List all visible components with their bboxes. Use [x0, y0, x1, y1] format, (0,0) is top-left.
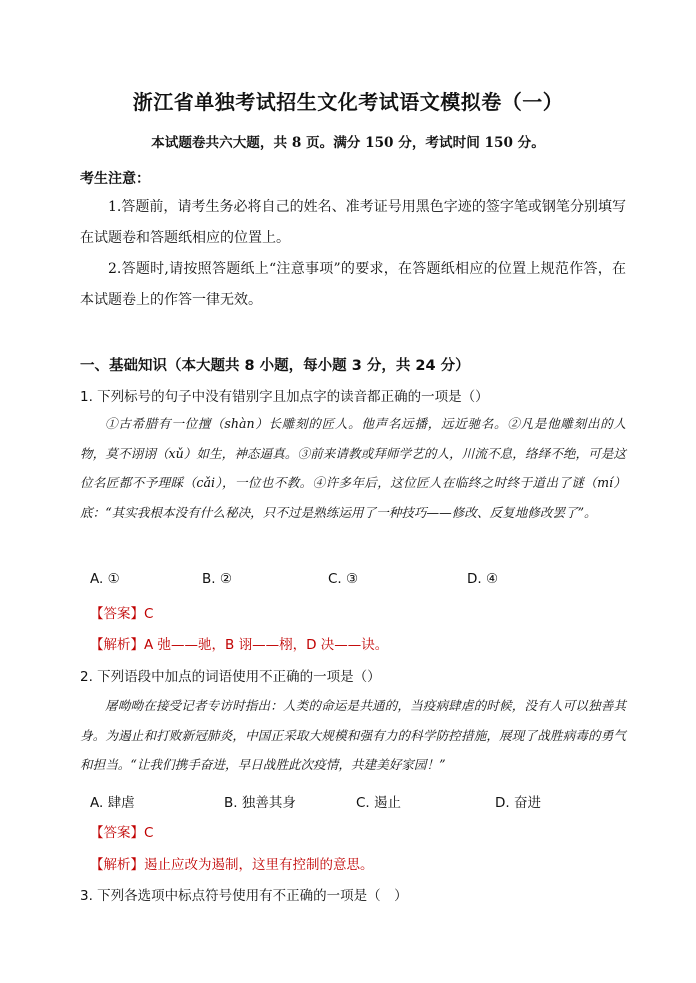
options-row — [90, 791, 626, 815]
option-d: D. 奋进 — [495, 795, 541, 811]
options-row — [90, 571, 626, 595]
question-stem: ①古希腊有一位擅（shàn）长雕刻的匠人。他声名远播，远近驰名。②凡是他雕刻出的人物，莫不诩诩（xǔ）如生，神态逼真。③前来请教或拜师学艺的人，川流不息，络绎不绝，可是这位名匠都不予理睬（cǎi），一位也不教。④许多年后，这位匠人在临终之时终于道出了谜（mí）底：“其实我根本没有什么秘决，只不过是熟练运用了一种技巧——修改、反复地修改罢了”。 — [80, 416, 626, 520]
notice-heading: 考生注意： — [80, 171, 150, 187]
option-a: A. 肆虐 — [90, 795, 135, 811]
answer-label: 【答案】C — [90, 825, 154, 841]
option-a: A. ① — [90, 571, 120, 587]
option-b: B. 独善其身 — [224, 795, 296, 811]
question-prompt: 3. 下列各选项中标点符号使用有不正确的一项是（ ） — [80, 888, 408, 904]
option-b: B. ② — [202, 571, 232, 587]
question-prompt: 1. 下列标号的句子中没有错别字且加点字的读音都正确的一项是（） — [80, 389, 489, 405]
answer-label: 【答案】C — [90, 606, 154, 622]
notice-item: 2.答题时,请按照答题纸上“注意事项”的要求，在答题纸相应的位置上规范作答，在本试题卷上的作答一律无效。 — [80, 261, 626, 308]
exam-subtitle: 本试题卷共六大题，共 8 页。满分 150 分，考试时间 150 分。 — [151, 135, 545, 151]
option-c: C. 遏止 — [356, 795, 402, 811]
question-prompt: 2. 下列语段中加点的词语使用不正确的一项是（） — [80, 669, 381, 685]
notice-item: 1.答题前，请考生务必将自己的姓名、准考证号用黑色字迹的签字笔或钢笔分别填写在试题卷和答题纸相应的位置上。 — [80, 199, 626, 246]
analysis-text: 【解析】遏止应改为遏制，这里有控制的意思。 — [90, 857, 374, 873]
option-c: C. ③ — [328, 571, 359, 587]
option-d: D. ④ — [467, 571, 499, 587]
question-stem: 屠呦呦在接受记者专访时指出：人类的命运是共通的，当疫病肆虐的时候，没有人可以独善其身。为遏止和打败新冠肺炎，中国正采取大规模和强有力的科学防控措施，展现了战胜病毒的勇气和担当。“让我们携手奋进，早日战胜此次疫情，共建美好家园！” — [80, 698, 626, 772]
analysis-text: 【解析】A 弛——驰，B 诩——栩，D 决——诀。 — [90, 637, 389, 653]
page-title: 浙江省单独考试招生文化考试语文模拟卷（一） — [132, 90, 564, 114]
section-heading: 一、基础知识（本大题共 8 小题，每小题 3 分，共 24 分） — [80, 358, 470, 374]
